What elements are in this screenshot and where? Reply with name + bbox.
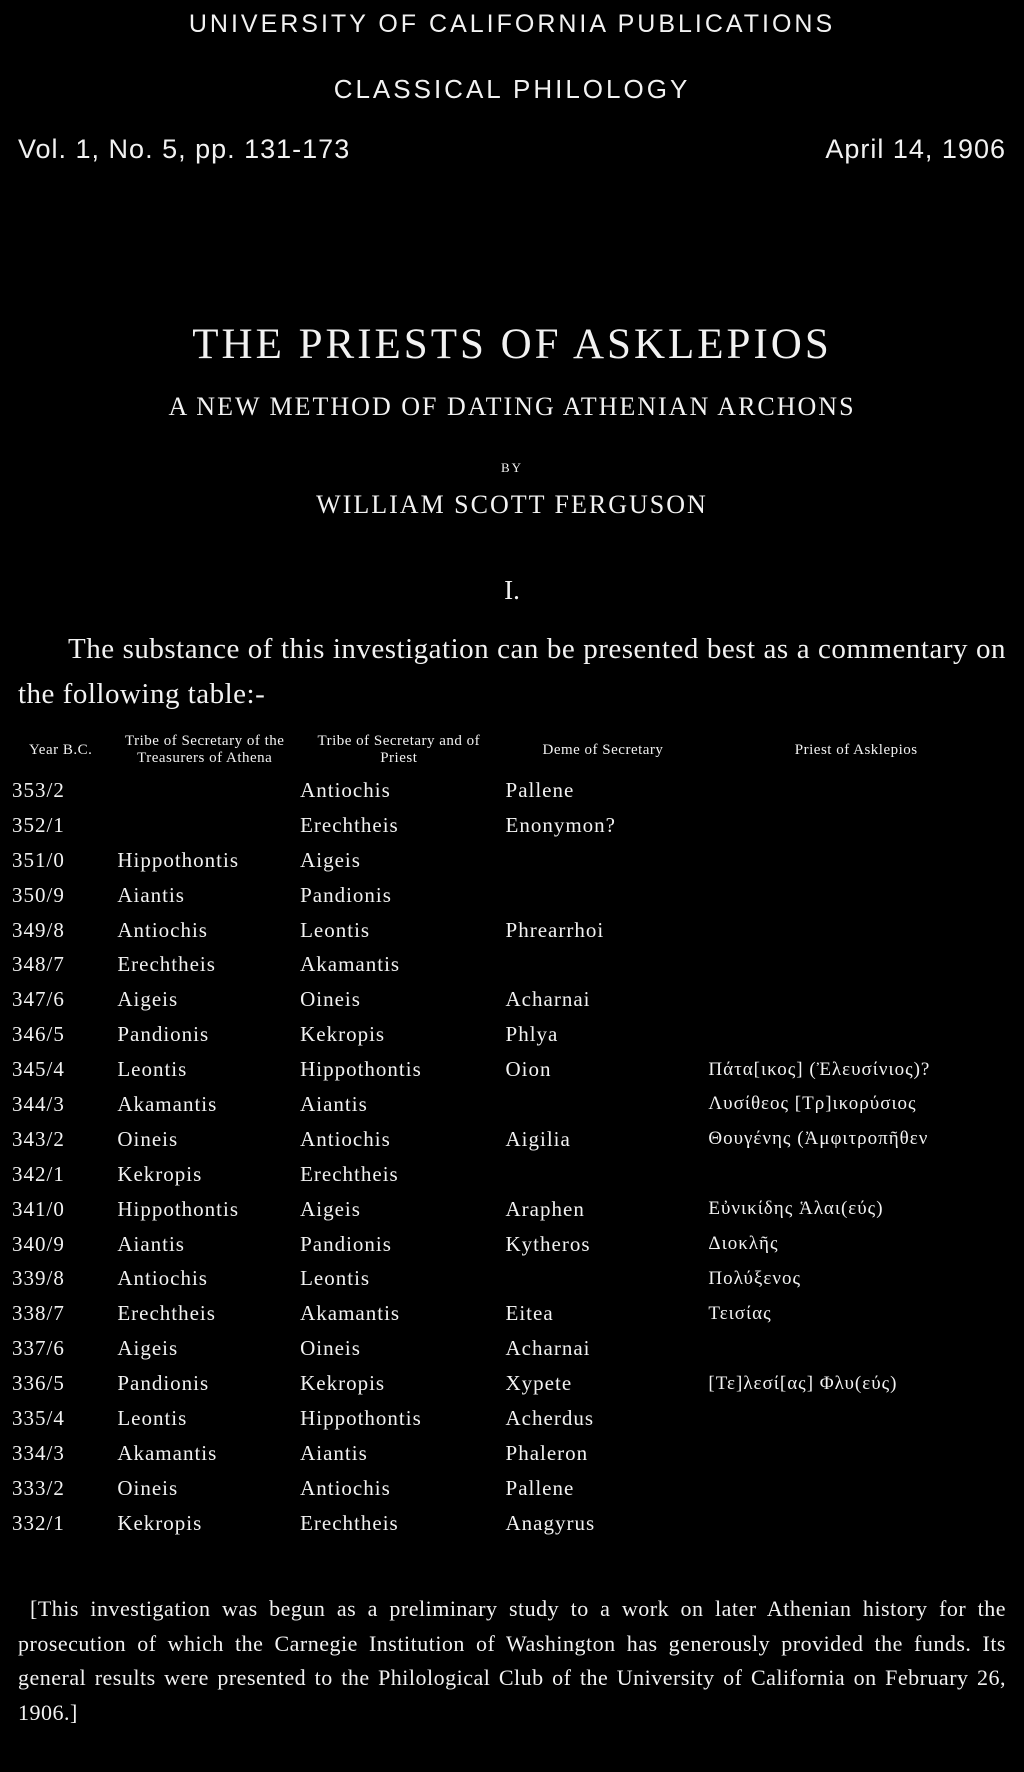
cell-tribe-treasurers: Oineis [117, 1126, 179, 1151]
table-row [8, 947, 1008, 982]
cell-tribe-treasurers: Antiochis [117, 1266, 208, 1291]
table-row [8, 982, 1008, 1017]
cell-tribe-secretary-priest: Erechtheis [300, 1161, 399, 1186]
cell-deme [502, 878, 705, 913]
cell-priest [704, 947, 1008, 982]
table-row [8, 1087, 1008, 1122]
cell-year: 337/6 [12, 1336, 65, 1361]
table-row [8, 1471, 1008, 1506]
cell-tribe-treasurers: Hippothontis [117, 847, 239, 872]
table-row [8, 1157, 1008, 1192]
cell-year: 346/5 [12, 1022, 65, 1047]
header-tribe-treasurers: Tribe of Secretary of the Treasurers of Athena [125, 733, 285, 766]
cell-tribe-treasurers: Leontis [117, 1057, 188, 1082]
cell-tribe-secretary-priest: Akamantis [300, 1301, 401, 1326]
cell-year: 341/0 [12, 1196, 65, 1221]
cell-tribe-treasurers: Akamantis [117, 1091, 218, 1116]
byline-label: BY [500, 460, 524, 475]
table-header-row [8, 733, 1008, 773]
cell-year: 342/1 [12, 1161, 65, 1186]
cell-year: 351/0 [12, 847, 65, 872]
cell-tribe-secretary-priest: Erechtheis [300, 1510, 399, 1535]
cell-priest [704, 773, 1008, 808]
table-row [8, 808, 1008, 843]
cell-priest: Εὐνικίδης Ἁλαι(εύς) [708, 1198, 884, 1220]
cell-tribe-secretary-priest: Oineis [300, 1336, 361, 1361]
subseries-title: CLASSICAL PHILOLOGY [333, 74, 691, 104]
cell-priest [704, 1331, 1008, 1366]
cell-tribe-secretary-priest: Oineis [300, 987, 361, 1012]
cell-year: 352/1 [12, 812, 65, 837]
author-name: WILLIAM SCOTT FERGUSON [316, 490, 708, 519]
cell-year: 340/9 [12, 1231, 65, 1256]
table-row [8, 913, 1008, 948]
cell-deme: Acherdus [505, 1405, 594, 1430]
section-number: I. [504, 575, 520, 605]
footnote [18, 1592, 1006, 1730]
table-row [8, 773, 1008, 808]
cell-tribe-treasurers: Erechtheis [117, 1301, 216, 1326]
cell-deme: Araphen [505, 1196, 585, 1221]
cell-tribe-treasurers: Aiantis [117, 882, 185, 907]
cell-tribe-treasurers: Pandionis [117, 1022, 210, 1047]
table-row [8, 1227, 1008, 1262]
cell-priest [704, 1157, 1008, 1192]
cell-tribe-secretary-priest: Aigeis [300, 1196, 361, 1221]
cell-tribe-secretary-priest: Leontis [300, 917, 371, 942]
cell-deme: Acharnai [505, 987, 591, 1012]
cell-priest: Λυσίθεος [Τρ]ικορύσιος [708, 1093, 917, 1115]
cell-year: 336/5 [12, 1371, 65, 1396]
cell-priest [704, 982, 1008, 1017]
cell-tribe-secretary-priest: Kekropis [300, 1371, 386, 1396]
cell-year: 347/6 [12, 987, 65, 1012]
cell-deme: Eitea [505, 1301, 554, 1326]
cell-priest [704, 1017, 1008, 1052]
cell-priest: [Τε]λεσί[ας] Φλυ(εύς) [708, 1372, 898, 1394]
cell-priest [704, 843, 1008, 878]
cell-deme [502, 1087, 705, 1122]
cell-tribe-treasurers: Pandionis [117, 1371, 210, 1396]
cell-tribe-secretary-priest: Leontis [300, 1266, 371, 1291]
series-title: UNIVERSITY OF CALIFORNIA PUBLICATIONS [188, 10, 836, 38]
table-row [8, 1436, 1008, 1471]
table-row [8, 1122, 1008, 1157]
cell-priest [704, 878, 1008, 913]
archon-table [8, 733, 1008, 1541]
cell-priest [704, 1401, 1008, 1436]
cell-tribe-secretary-priest: Aigeis [300, 847, 361, 872]
cell-tribe-secretary-priest: Pandionis [300, 882, 392, 907]
cell-tribe-secretary-priest: Erechtheis [300, 812, 399, 837]
cell-tribe-secretary-priest: Antiochis [300, 1126, 391, 1151]
table-row [8, 1401, 1008, 1436]
cell-tribe-treasurers: Aigeis [117, 987, 179, 1012]
cell-priest [704, 808, 1008, 843]
cell-year: 333/2 [12, 1475, 65, 1500]
cell-deme: Phlya [505, 1022, 559, 1047]
cell-year: 339/8 [12, 1266, 65, 1291]
cell-tribe-treasurers: Antiochis [117, 917, 208, 942]
cell-priest [704, 1471, 1008, 1506]
cell-deme: Acharnai [505, 1336, 591, 1361]
cell-priest: Διοκλῆς [708, 1233, 779, 1255]
cell-year: 345/4 [12, 1057, 65, 1082]
cell-deme: Oion [505, 1057, 552, 1082]
cell-tribe-treasurers: Kekropis [117, 1510, 203, 1535]
cell-year: 353/2 [12, 777, 65, 802]
cell-deme: Pallene [505, 777, 575, 802]
table-row [8, 1017, 1008, 1052]
cell-deme [502, 1261, 705, 1296]
cell-year: 344/3 [12, 1091, 65, 1116]
table-row [8, 1261, 1008, 1296]
cell-deme: Phaleron [505, 1440, 589, 1465]
volume-info: Vol. 1, No. 5, pp. 131-173 [18, 134, 351, 164]
cell-deme: Aigilia [505, 1126, 571, 1151]
cell-deme [502, 947, 705, 982]
cell-tribe-secretary-priest: Aiantis [300, 1440, 368, 1465]
table-row [8, 1331, 1008, 1366]
cell-deme: Anagyrus [505, 1510, 596, 1535]
cell-tribe-secretary-priest: Antiochis [300, 777, 391, 802]
cell-tribe-treasurers: Aigeis [117, 1336, 179, 1361]
cell-priest [704, 1506, 1008, 1541]
cell-tribe-treasurers: Oineis [117, 1475, 179, 1500]
cell-year: 338/7 [12, 1301, 65, 1326]
cell-tribe-treasurers: Aiantis [117, 1231, 185, 1256]
cell-priest [704, 1436, 1008, 1471]
table-row [8, 1192, 1008, 1227]
cell-year: 334/3 [12, 1440, 65, 1465]
cell-deme: Xypete [505, 1371, 573, 1396]
table-row [8, 843, 1008, 878]
cell-year: 350/9 [12, 882, 65, 907]
table-row [8, 1052, 1008, 1087]
table-row [8, 1506, 1008, 1541]
header-deme: Deme of Secretary [542, 741, 664, 758]
cell-tribe-treasurers: Akamantis [117, 1440, 218, 1465]
footnote-text: [This investigation was begun as a preliminary study to a work on later Athenian history for the prosecution of which the Carnegie Institution of Washington has generously provided the funds. Its general results were presented to the Philological Club of the University of California on February 26, 1906.] [18, 1596, 1006, 1725]
publication-date: April 14, 1906 [825, 134, 1006, 164]
cell-priest: Πάτα[ικος] (Ἐλευσίνιος)? [708, 1058, 931, 1080]
cell-tribe-treasurers: Kekropis [117, 1161, 203, 1186]
cell-deme: Phrearrhoi [505, 917, 605, 942]
cell-priest: Θουγένης (Ἀμφιτροπῆθεν [708, 1128, 929, 1150]
cell-priest: Πολύξενος [708, 1267, 801, 1289]
cell-tribe-treasurers: Leontis [117, 1405, 188, 1430]
cell-tribe-secretary-priest: Pandionis [300, 1231, 392, 1256]
cell-year: 343/2 [12, 1126, 65, 1151]
table-row [8, 1366, 1008, 1401]
table-body [8, 773, 1008, 1541]
cell-priest [704, 913, 1008, 948]
intro-paragraph [18, 627, 1006, 717]
article-subtitle: A NEW METHOD OF DATING ATHENIAN ARCHONS [168, 392, 856, 421]
table-row [8, 1296, 1008, 1331]
cell-tribe-treasurers: Erechtheis [117, 952, 216, 977]
intro-text: The substance of this investigation can be presented best as a commentary on the following table:- [18, 633, 1006, 710]
cell-tribe-treasurers [113, 808, 296, 843]
cell-tribe-treasurers [113, 773, 296, 808]
cell-priest: Τεισίας [708, 1302, 772, 1324]
cell-tribe-secretary-priest: Aiantis [300, 1091, 368, 1116]
cell-deme: Pallene [505, 1475, 575, 1500]
cell-year: 349/8 [12, 917, 65, 942]
cell-tribe-secretary-priest: Kekropis [300, 1022, 386, 1047]
cell-deme: Kytheros [505, 1231, 591, 1256]
cell-tribe-secretary-priest: Hippothontis [300, 1405, 422, 1430]
table-row [8, 878, 1008, 913]
cell-tribe-secretary-priest: Antiochis [300, 1475, 391, 1500]
cell-deme: Enonymon? [505, 812, 616, 837]
cell-tribe-treasurers: Hippothontis [117, 1196, 239, 1221]
cell-year: 335/4 [12, 1405, 65, 1430]
cell-tribe-secretary-priest: Hippothontis [300, 1057, 422, 1082]
cell-year: 348/7 [12, 952, 65, 977]
cell-tribe-secretary-priest: Akamantis [300, 952, 401, 977]
header-tribe-secretary-priest: Tribe of Secretary and of Priest [317, 733, 481, 766]
cell-deme [502, 1157, 705, 1192]
cell-year: 332/1 [12, 1510, 65, 1535]
cell-deme [502, 843, 705, 878]
article-title: THE PRIESTS OF ASKLEPIOS [192, 321, 832, 368]
header-year: Year B.C. [28, 741, 93, 758]
header-priest: Priest of Asklepios [794, 741, 918, 758]
